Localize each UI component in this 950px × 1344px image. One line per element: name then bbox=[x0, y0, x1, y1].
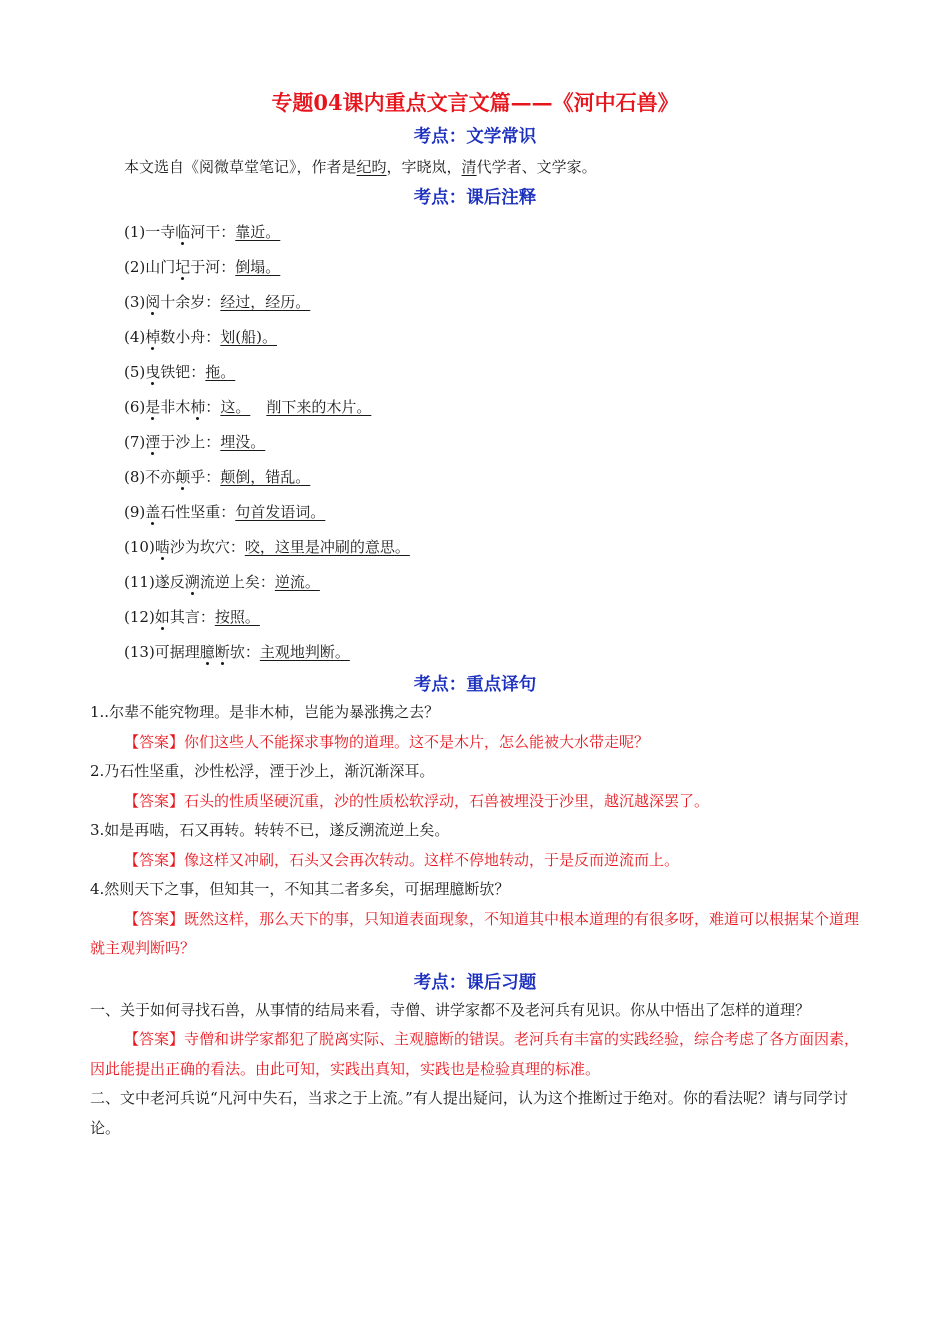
exercise-question: 一、关于如何寻找石兽，从事情的结局来看，寺僧、讲学家都不及老河兵有见识。你从中悟出了怎样的道理？ bbox=[90, 1000, 811, 1019]
dynasty-name: 清 bbox=[461, 158, 477, 176]
section-heading-annotations: 考点：课后注释 bbox=[413, 188, 537, 208]
annotation-answer: 埋没。 bbox=[220, 433, 266, 451]
annotation-answer: 主观地判断。 bbox=[259, 643, 350, 661]
translation-question: 2.乃石性坚重，沙性松浮，湮于沙上，渐沉渐深耳。 bbox=[90, 762, 435, 780]
document-title: 专题04课内重点文言文篇——《河中石兽》 bbox=[271, 90, 679, 115]
annotation-answer: 经过，经历。 bbox=[220, 293, 311, 311]
translation-question: 4.然则天下之事，但知其一，不知其二者多矣，可据理臆断欤？ bbox=[90, 880, 510, 898]
exercise-answer: 【答案】寺僧和讲学家都犯了脱离实际、主观臆断的错误。老河兵有丰富的实践经验，综合考虑了各方面因素，因此能提出正确的看法。由此可知，实践出真知，实践也是检验真理的标准。 bbox=[90, 1030, 860, 1078]
annotation-answer: 这。 bbox=[220, 398, 251, 416]
intro-text-c: 代学者、文学家。 bbox=[476, 158, 597, 176]
translation-answer: 【答案】像这样又冲刷，石头又会再次转动。这样不停地转动，于是反而逆流而上。 bbox=[124, 850, 680, 869]
annotation-answer: 倒塌。 bbox=[235, 258, 281, 276]
translation-answer: 【答案】你们这些人不能探求事物的道理。这不是木片，怎么能被大水带走呢？ bbox=[124, 732, 650, 751]
intro-text-a: 本文选自《阅微草堂笔记》，作者是 bbox=[124, 158, 357, 176]
translation-answer: 【答案】石头的性质坚硬沉重，沙的性质松软浮动，石兽被埋没于沙里，越沉越深罢了。 bbox=[124, 791, 710, 810]
annotation-answer: 划(船)。 bbox=[220, 328, 277, 346]
annotation-item: (8)不亦颠乎：颠倒，错乱。 bbox=[124, 468, 311, 486]
annotation-answer: 靠近。 bbox=[235, 223, 281, 241]
annotation-item: (10)啮沙为坎穴：咬，这里是冲刷的意思。 bbox=[124, 538, 410, 556]
annotation-item: (12)如其言：按照。 bbox=[124, 608, 260, 626]
annotation-answer: 按照。 bbox=[214, 608, 260, 626]
annotation-item: (4)棹数小舟：划(船)。 bbox=[124, 328, 277, 346]
annotation-answer: 拖。 bbox=[205, 363, 236, 381]
annotation-item: (5)曳铁钯：拖。 bbox=[124, 363, 236, 381]
annotation-item: (2)山门圮于河：倒塌。 bbox=[124, 258, 281, 276]
translation-question: 3.如是再啮，石又再转。转转不已，遂反溯流逆上矣。 bbox=[90, 821, 450, 839]
section-heading-literary-knowledge: 考点：文学常识 bbox=[413, 127, 537, 147]
translation-answer: 【答案】既然这样，那么天下的事，只知道表面现象，不知道其中根本道理的有很多呀，难道可以根据某个道理就主观判断吗？ bbox=[90, 909, 860, 957]
intro-text-b: ，字晓岚， bbox=[386, 158, 462, 176]
intro-paragraph bbox=[90, 150, 860, 185]
translation-question: 1..尔辈不能究物理。是非木杮，岂能为暴涨携之去？ bbox=[90, 703, 440, 721]
annotation-list bbox=[124, 215, 860, 670]
annotation-answer: 咬，这里是冲刷的意思。 bbox=[244, 538, 410, 556]
annotation-item: (11)遂反溯流逆上矣：逆流。 bbox=[124, 573, 320, 591]
annotation-item: (1)一寺临河干：靠近。 bbox=[124, 223, 281, 241]
annotation-item: (3)阅十余岁：经过，经历。 bbox=[124, 293, 311, 311]
annotation-answer-2: 削下来的木片。 bbox=[266, 398, 372, 416]
annotation-answer: 句首发语词。 bbox=[235, 503, 326, 521]
annotation-item: (7)湮于沙上：埋没。 bbox=[124, 433, 266, 451]
annotation-item: (9)盖石性坚重：句首发语词。 bbox=[124, 503, 326, 521]
annotation-item: (6)是非木杮：这。 削下来的木片。 bbox=[124, 398, 372, 416]
exercise-question: 二、文中老河兵说“凡河中失石，当求之于上流。”有人提出疑问，认为这个推断过于绝对。你的看法呢？请与同学讨论。 bbox=[90, 1089, 848, 1137]
annotation-answer: 颠倒，错乱。 bbox=[220, 468, 311, 486]
section-heading-key-translations: 考点：重点译句 bbox=[413, 675, 537, 695]
section-heading-exercises: 考点：课后习题 bbox=[413, 972, 537, 993]
annotation-item: (13)可据理臆断欤：主观地判断。 bbox=[124, 643, 350, 661]
annotation-answer: 逆流。 bbox=[274, 573, 320, 591]
document-page bbox=[90, 88, 860, 1143]
author-name: 纪昀 bbox=[356, 158, 387, 176]
